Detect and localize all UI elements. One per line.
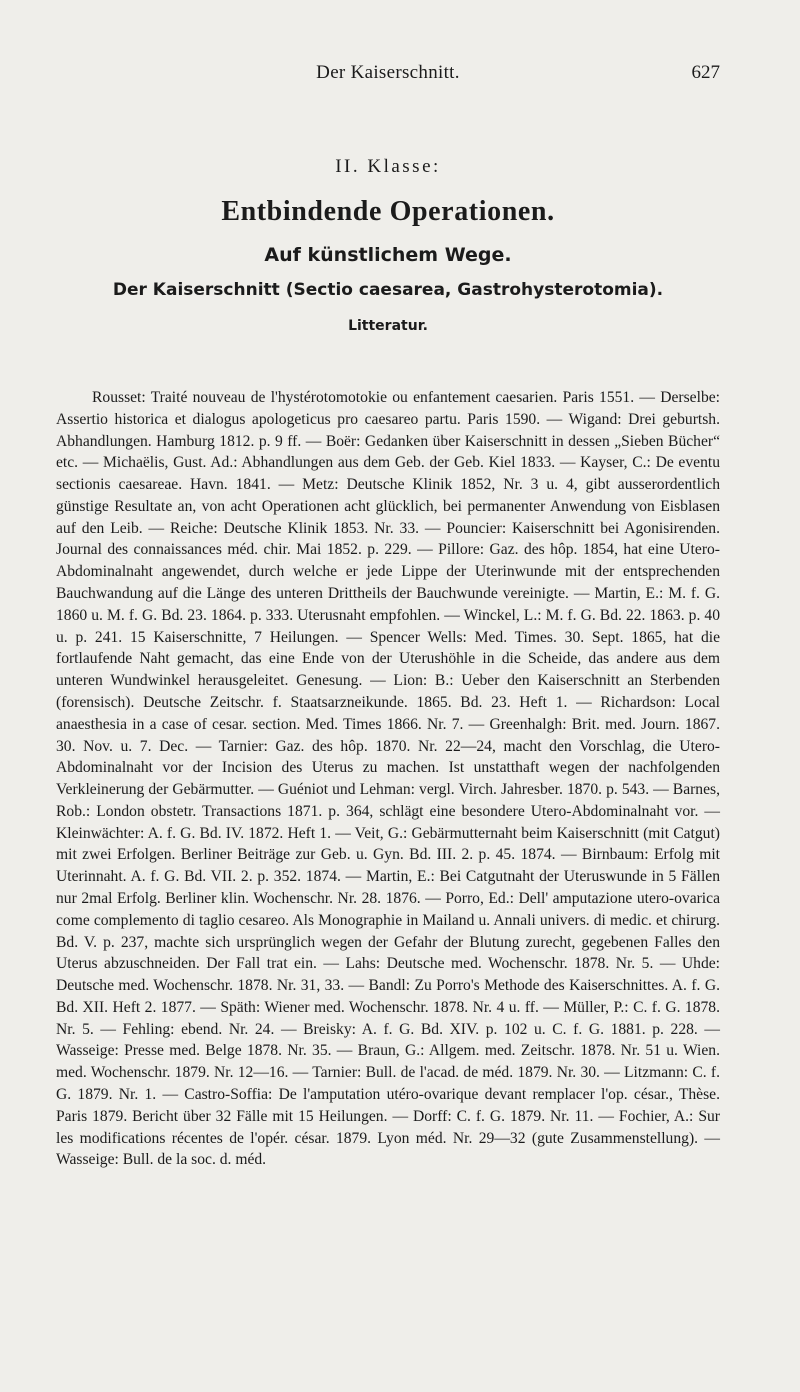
page-number: 627 bbox=[691, 62, 720, 83]
heading-block bbox=[56, 150, 720, 334]
bibliography-paragraph: Rousset: Traité nouveau de l'hystérotomotokie ou enfantement caesarien. Paris 1551. — Derselbe: Assertio historica et dialogus apologeticus pro caesareo partu. Paris 1590. — Wigand: Drei geburtsh. Abhandlungen. Hamburg 1812. p. 9 ff. — Boër: Gedanken über Kaiserschnitt in dessen „Sieben Bücher“ etc. — Michaëlis, Gust. Ad.: Abhandlungen aus dem Geb. der Geb. Kiel 1833. — Kayser, C.: De eventu sectionis caesareae. Havn. 1841. — Metz: Deutsche Klinik 1852, Nr. 3 u. 4, gibt ausserordentlich günstige Resultate an, von acht Operationen acht glücklich, bei permanenter Anwendung von Eisblasen auf den Leib. — Reiche: Deutsche Klinik 1853. Nr. 33. — Pouncier: Kaiserschnitt bei Agonisirenden. Journal des connaissances méd. chir. Mai 1852. p. 229. — Pillore: Gaz. des hôp. 1854, hat eine Utero-Abdominalnaht angewendet, durch welche er jede Lippe der Uterinwunde mit der entsprechenden Bauchwandung auf die Länge des unteren Drittheils der Bauchwunde vereinigte. — Martin, E.: M. f. G. 1860 u. M. f. G. Bd. 23. 1864. p. 333. Uterusnaht empfohlen. — Winckel, L.: M. f. G. Bd. 22. 1863. p. 40 u. p. 241. 15 Kaiserschnitte, 7 Heilungen. — Spencer Wells: Med. Times. 30. Sept. 1865, hat die fortlaufende Naht gemacht, das eine Ende von der Uterushöhle in die Scheide, das andere aus dem unteren Wundwinkel herausgeleitet. Genesung. — Lion: B.: Ueber den Kaiserschnitt an Sterbenden (forensisch). Deutsche Zeitschr. f. Staatsarzneikunde. 1865. Bd. 23. Heft 1. — Richardson: Local anaesthesia in a case of cesar. section. Med. Times 1866. Nr. 7. — Greenhalgh: Brit. med. Journ. 1867. 30. Nov. u. 7. Dec. — Tarnier: Gaz. des hôp. 1870. Nr. 22—24, macht den Vorschlag, die Utero-Abdominalnaht vor der Incision des Uterus zu machen. Ist unstatthaft wegen der nachfolgenden Verkleinerung der Gebärmutter. — Guéniot und Lehman: vergl. Virch. Jahresber. 1870. p. 543. — Barnes, Rob.: London obstetr. Transactions 1871. p. 364, schlägt eine besondere Utero-Abdominalnaht vor. — Kleinwächter: A. f. G. Bd. IV. 1872. Heft 1. — Veit, G.: Gebärmutternaht beim Kaiserschnitt (mit Catgut) mit zwei Erfolgen. Berliner Beiträge zur Geb. u. Gyn. Bd. III. 2. p. 45. 1874. — Birnbaum: Erfolg mit Uterinnaht. A. f. G. Bd. VII. 2. p. 352. 1874. — Martin, E.: Bei Catgutnaht der Uteruswunde in 5 Fällen nur 2mal Erfolg. Berliner klin. Wochenschr. Nr. 28. 1876. — Porro, Ed.: Dell' amputazione utero-ovarica come complemento di taglio cesareo. Als Monographie in Mailand u. Annali univers. di medic. et chirurg. Bd. V. p. 237, machte sich ursprünglich wegen der Gefahr der Blutung zurecht, gegebenen Falles den Uterus abzuschneiden. Der Fall trat ein. — Lahs: Deutsche med. Wochenschr. 1878. Nr. 5. — Uhde: Deutsche med. Wochenschr. 1878. Nr. 31, 33. — Bandl: Zu Porro's Methode des Kaiserschnittes. A. f. G. Bd. XII. Heft 2. 1877. — Späth: Wiener med. Wochenschr. 1878. Nr. 4 u. ff. — Müller, P.: C. f. G. 1878. Nr. 5. — Fehling: ebend. Nr. 24. — Breisky: A. f. G. Bd. XIV. p. 102 u. C. f. G. 1881. p. 228. — Wasseige: Presse med. Belge 1878. Nr. 35. — Braun, G.: Allgem. med. Zeitschr. 1878. Nr. 51 u. Wien. med. Wochenschr. 1879. Nr. 12—16. — Tarnier: Bull. de l'acad. de méd. 1879. Nr. 30. — Litzmann: C. f. G. 1879. Nr. 1. — Castro-Soffia: De l'amputation utéro-ovarique devant remplacer l'op. césar., Thèse. Paris 1879. Bericht über 32 Fälle mit 15 Heilungen. — Dorff: C. f. G. 1879. Nr. 11. — Fochier, A.: Sur les modifications récentes de l'opér. césar. 1879. Lyon méd. Nr. 29—32 (gute Zusammenstellung). — Wasseige: Bull. de la soc. d. méd. bbox=[56, 389, 720, 1169]
running-title: Der Kaiserschnitt. bbox=[316, 62, 460, 83]
class-heading: II. Klasse: bbox=[335, 156, 441, 177]
main-title: Entbindende Operationen. bbox=[221, 196, 555, 227]
subtitle: Auf künstlichem Wege. bbox=[264, 244, 512, 266]
literature-heading: Litteratur. bbox=[348, 318, 428, 334]
running-header bbox=[56, 62, 720, 86]
section-title: Der Kaiserschnitt (Sectio caesarea, Gastrohysterotomia). bbox=[112, 280, 664, 300]
